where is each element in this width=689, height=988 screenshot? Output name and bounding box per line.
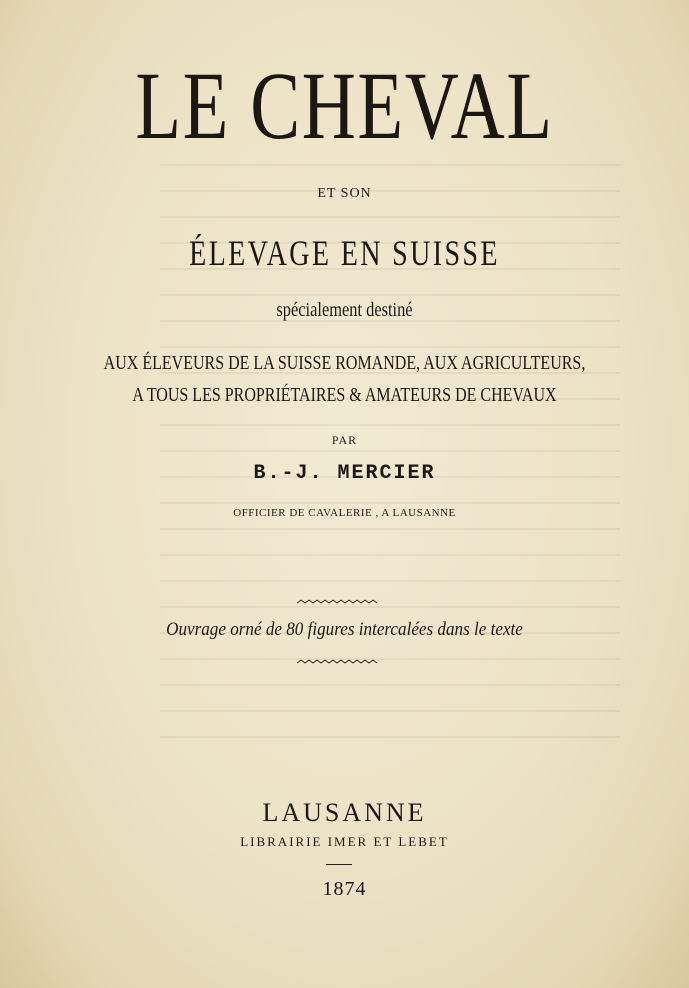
illustrations-note: Ouvrage orné de 80 figures intercalées dans le texte [166,619,523,640]
publisher-name: LIBRAIRIE IMER ET LEBET [240,834,449,849]
book-title: LE CHEVAL [135,52,554,159]
book-subtitle: ÉLEVAGE EN SUISSE [189,233,500,273]
publication-year: 1874 [322,878,367,900]
wavy-ornament-top [297,598,379,606]
by-label: PAR [331,433,358,447]
subtitle-connector: ET SON [317,186,372,201]
separator-rule [326,864,352,865]
publication-city: LAUSANNE [262,798,427,827]
wavy-ornament-bottom [297,658,379,666]
author-name: B.-J. MERCIER [253,462,436,485]
audience-line-2: A TOUS LES PROPRIÉTAIRES & AMATEURS DE CHEVAUX [132,384,557,406]
audience-line-1: AUX ÉLEVEURS DE LA SUISSE ROMANDE, AUX AGRICULTEURS, [103,352,586,374]
dedication-intro: spécialement destiné [276,299,413,321]
author-title: OFFICIER DE CAVALERIE , A LAUSANNE [233,507,456,519]
